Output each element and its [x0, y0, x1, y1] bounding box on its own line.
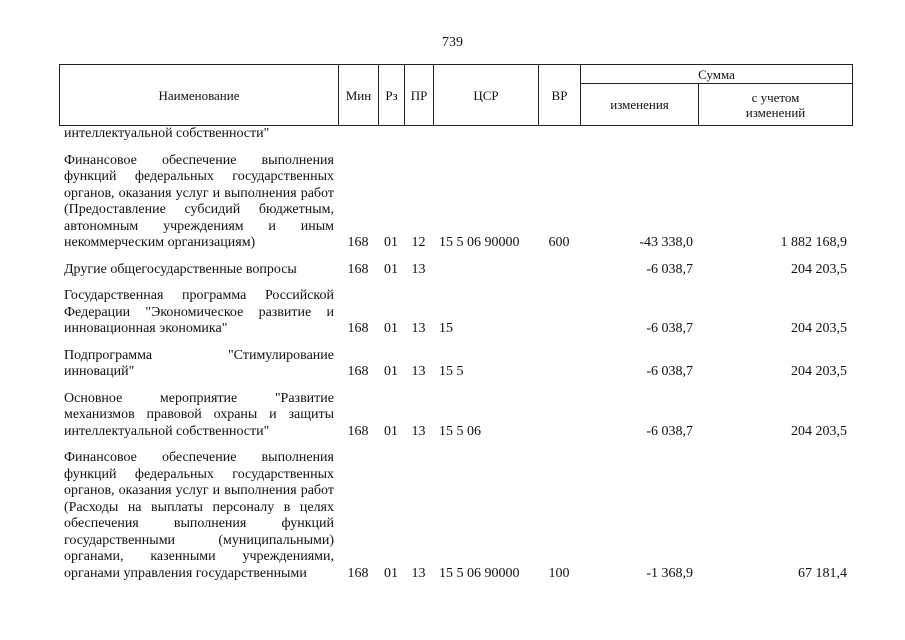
row-vr [538, 288, 580, 338]
row-csr [433, 126, 538, 143]
row-rz: 01 [384, 423, 398, 439]
table-row [59, 348, 852, 381]
header-with-change-line1: с учетом [751, 89, 800, 105]
row-total: 204 203,5 [791, 261, 847, 277]
row-vr [538, 126, 580, 143]
table-row [59, 288, 852, 338]
row-csr [433, 262, 538, 279]
row-rz: 01 [384, 364, 398, 379]
header-with-change-line2: изменений [745, 104, 806, 120]
row-csr: 15 5 [439, 364, 464, 379]
row-vr [538, 348, 580, 381]
budget-table [59, 126, 852, 582]
row-total: 204 203,5 [791, 423, 847, 439]
row-name: Государственная программа Российской Федерации "Экономическое развитие и инновационная экономика" [64, 288, 334, 336]
row-change: -6 038,7 [646, 261, 693, 277]
header-sum: Сумма [581, 65, 853, 84]
row-name: Финансовое обеспечение выполнения функций федеральных государственных органов, оказания услуг и выполнения работ (Расходы на выплаты персоналу в целях обеспечения выполнения функций государственными (муниципальными) органами, казенными учреждениями, органами управления государственными [64, 450, 334, 581]
page-number: 739 [442, 35, 463, 50]
row-min: 168 [347, 364, 369, 379]
header-pr: ПР [405, 65, 434, 126]
table-header [59, 64, 853, 126]
table-row [59, 450, 852, 582]
row-rz: 01 [384, 565, 398, 581]
row-pr: 13 [411, 321, 426, 336]
table-row [59, 126, 852, 143]
row-total: 204 203,5 [791, 364, 847, 379]
table-row [59, 153, 852, 252]
row-rz [378, 126, 404, 143]
row-change: -6 038,7 [646, 423, 693, 439]
row-vr [538, 391, 580, 441]
row-change: -43 338,0 [639, 235, 693, 250]
row-total: 204 203,5 [791, 321, 847, 336]
row-min: 168 [347, 261, 369, 277]
row-csr: 15 5 06 90000 [439, 235, 520, 250]
row-pr: 12 [411, 235, 426, 250]
row-pr [404, 126, 433, 143]
table-row [59, 262, 852, 279]
row-rz: 01 [384, 321, 398, 336]
row-vr: 600 [548, 235, 570, 250]
header-with-change [699, 84, 853, 126]
row-name: Подпрограмма "Стимулирование инноваций" [64, 347, 334, 379]
row-pr: 13 [411, 261, 426, 277]
row-csr: 15 5 06 90000 [439, 565, 520, 581]
row-total: 67 181,4 [798, 565, 847, 581]
row-pr: 13 [411, 364, 426, 379]
row-min: 168 [347, 235, 369, 250]
row-min: 168 [347, 423, 369, 439]
row-vr: 100 [548, 565, 570, 581]
header-name: Наименование [60, 65, 339, 126]
row-csr: 15 5 06 [439, 423, 481, 439]
row-change [580, 126, 698, 143]
row-total [698, 126, 852, 143]
header-change: изменения [581, 84, 699, 126]
row-pr: 13 [411, 423, 426, 439]
row-name: интеллектуальной собственности" [64, 126, 270, 141]
row-min: 168 [347, 321, 369, 336]
row-min [338, 126, 378, 143]
row-change: -1 368,9 [646, 565, 693, 581]
row-name: Основное мероприятие "Развитие механизмов правовой охраны и защиты интеллектуальной собственности" [64, 390, 334, 439]
row-rz: 01 [384, 261, 398, 277]
row-csr: 15 [439, 321, 453, 336]
row-change: -6 038,7 [646, 364, 693, 379]
row-name: Финансовое обеспечение выполнения функций федеральных государственных органов, оказания услуг и выполнения работ (Предоставление субсидий бюджетным, автономным учреждениям и иным некоммерческим организациям) [64, 152, 334, 250]
header-min: Мин [339, 65, 379, 126]
row-total: 1 882 168,9 [780, 235, 847, 250]
row-min: 168 [347, 565, 369, 581]
header-csr: ЦСР [434, 65, 539, 126]
header-vr: ВР [539, 65, 581, 126]
row-rz: 01 [384, 235, 398, 250]
row-vr [538, 262, 580, 279]
header-rz: Рз [379, 65, 405, 126]
row-pr: 13 [411, 565, 426, 581]
row-change: -6 038,7 [646, 321, 693, 336]
row-name: Другие общегосударственные вопросы [64, 261, 297, 277]
table-row [59, 391, 852, 441]
